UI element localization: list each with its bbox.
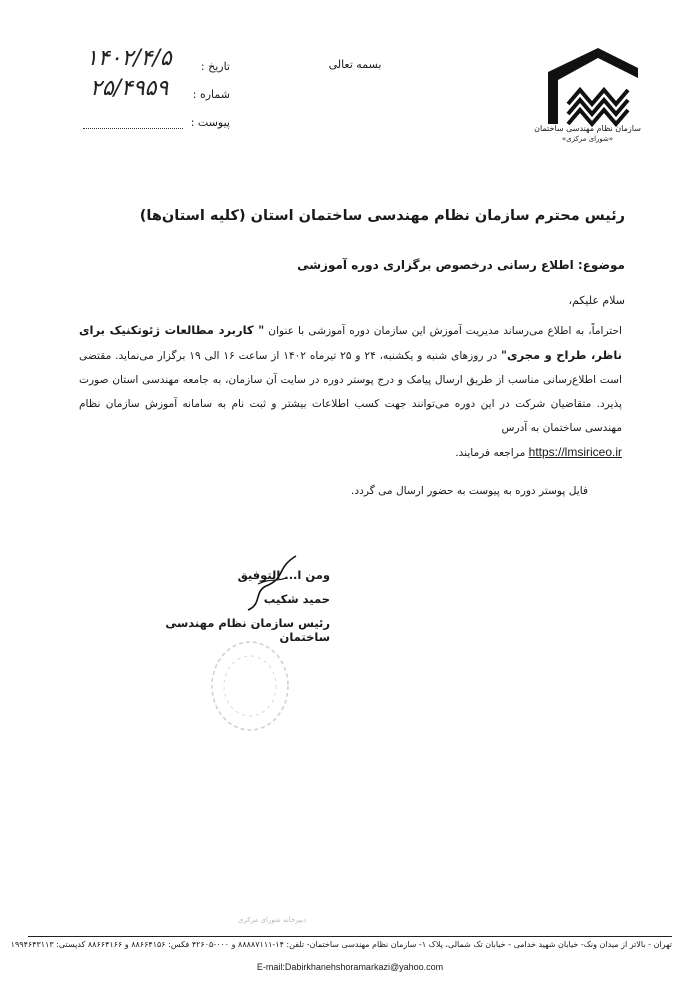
number-label: شماره : [192,88,230,101]
body-closing: مراجعه فرمایند. [455,447,526,459]
greeting: سلام علیکم، [568,294,625,307]
number-value: ۲۵/۴۹۵۹ [90,76,169,101]
body-intro: احتراماً، به اطلاع می‌رساند مدیریت آموزش این سازمان دوره آموزشی با عنوان [268,325,622,337]
footer-email[interactable]: E-mail:Dabirkhanehshoramarkazi@yahoo.com [256,962,444,972]
date-label: تاریخ : [200,60,230,73]
org-name: سازمان نظام مهندسی ساختمان [534,124,641,133]
date-row [201,60,230,73]
bismillah: بسمه تعالی [328,58,382,71]
poster-attachment-note: فایل پوستر دوره به پیوست به حضور ارسال می گردد. [351,485,588,497]
subject-line [297,258,625,272]
number-row [193,88,230,101]
signer-name: حمید شکیب [263,592,330,606]
date-value: ۱۴۰۲/۴/۵ [86,46,172,71]
footer-divider [28,936,672,937]
recipient-line: رئیس محترم سازمان نظام مهندسی ساختمان استان (کلیه استان‌ها) [139,208,625,224]
subject-text: اطلاع رسانی درخصوص برگزاری دوره آموزشی [297,258,574,272]
closing-phrase: ومن ا... التوفیق [237,568,330,582]
footer-faint-text: دبیرخانه شورای مرکزی [238,916,307,924]
letter-body [79,318,622,465]
handwritten-signature [236,548,306,618]
stamp-seal [205,636,295,736]
signer-title: رئیس سازمان نظام مهندسی ساختمان [165,616,330,644]
footer-address: تهران - بالاتر از میدان ونک- خیابان شهید خدامی - خیابان تک شمالی، پلاک ۱- سازمان نظام مهندسی ساختمان- تلفن: ۱۴-۸۸۸۸۷۱۱۱ و ۰۰۰-۴۲۶۰۵ فکس: ۸۸۶۶۴۱۵۶ و ۸۸۶۶۴۱۶۶ کدپستی: ۱۹۹۴۶۴۳۱۱۳ [10,940,672,949]
attachment-row [83,116,230,129]
subject-label: موضوع: [577,258,625,272]
course-title: " کاربرد مطالعات ژئوتکنیک برای ناظر، طراح و مجری" [79,323,622,362]
org-subtitle: «شورای مرکزی» [561,135,614,143]
attachment-blank [83,118,183,129]
attachment-label: پیوست : [190,116,230,129]
registration-link[interactable]: https://lmsiriceo.ir [528,445,622,459]
body-details: در روزهای شنبه و یکشنبه، ۲۴ و ۲۵ تیرماه ۱۴۰۲ از ساعت ۱۶ الی ۱۹ برگزار می‌نماید. مقتضی است اطلاع‌رسانی مناسب از طریق ارسال پیامک و درج پوستر دوره در سایت آن سازمان، به جامعه مهندسی استان صورت پذیرد. متقاضیان شرکت در این دوره می‌توانند جهت کسب اطلاعات بیشتر و ثبت نام به سامانه آموزش سازمان نظام مهندسی ساختمان به آدرس [79,350,622,434]
